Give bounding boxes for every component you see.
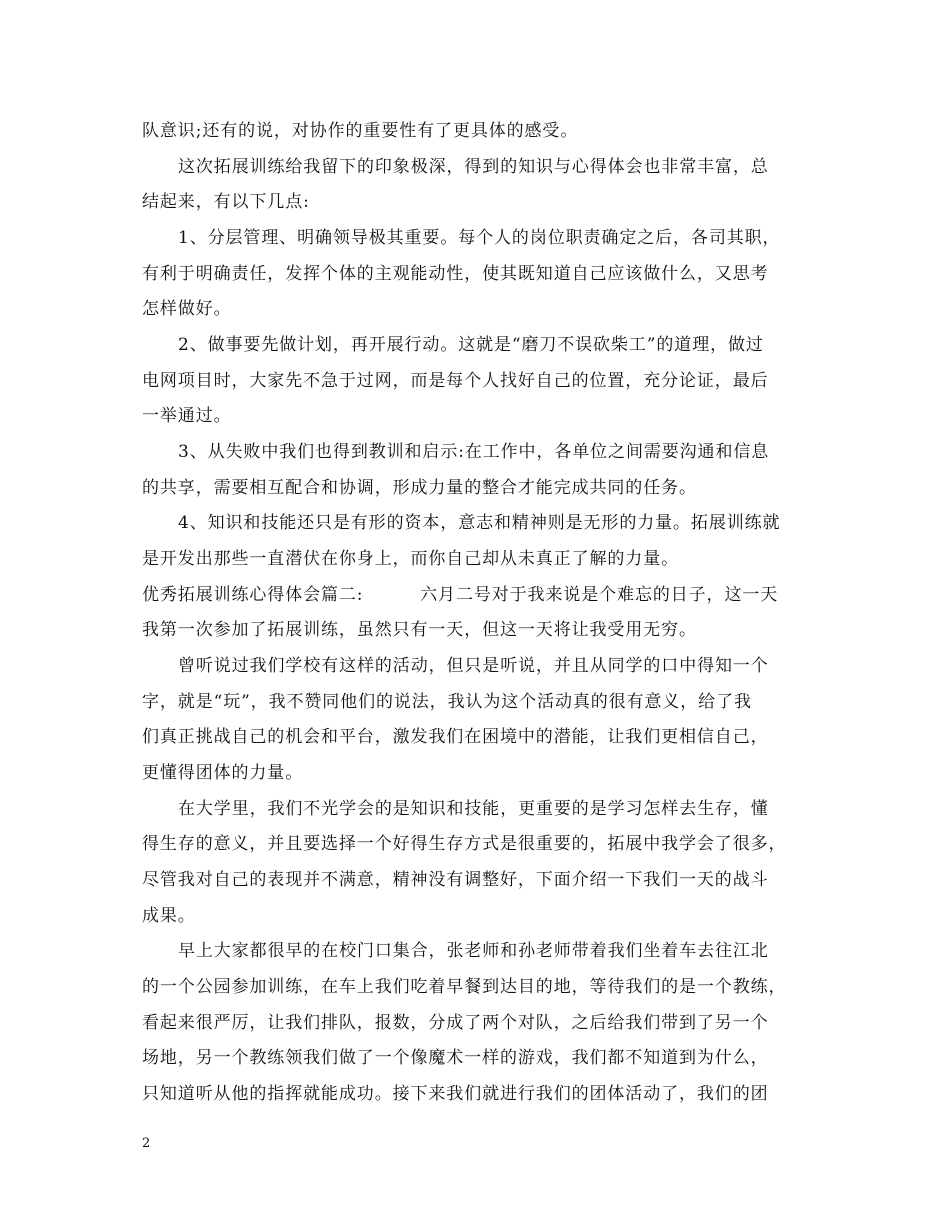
text-line: 字，就是“玩”，我不赞同他们的说法，我认为这个活动真的很有意义，给了我 <box>142 692 752 712</box>
text-line: 一举通过。 <box>142 406 232 426</box>
text-line: 我第一次参加了拓展训练，虽然只有一天，但这一天将让我受用无穷。 <box>142 620 697 640</box>
text-line: 在大学里，我们不光学会的是知识和技能，更重要的是学习怎样去生存，懂 <box>178 799 769 819</box>
text-line: 1、分层管理、明确领导极其重要。每个人的岗位职责确定之后，各司其职， <box>178 228 781 248</box>
page-number: 2 <box>142 1136 151 1151</box>
text-line: 怎样做好。 <box>142 299 232 319</box>
text-line: 3、从失败中我们也得到教训和启示:在工作中，各单位之间需要沟通和信息 <box>178 442 770 462</box>
text-line: 尽管我对自己的表现并不满意，精神没有调整好，下面介绍一下我们一天的战斗 <box>142 870 769 890</box>
section-heading-line: 优秀拓展训练心得体会篇二: 六月二号对于我来说是个难忘的日子，这一天 <box>142 585 779 605</box>
text-line: 结起来，有以下几点: <box>142 192 310 212</box>
text-line: 更懂得团体的力量。 <box>142 763 304 783</box>
text-line: 们真正挑战自己的机会和平台，激发我们在困境中的潜能，让我们更相信自己， <box>142 727 769 747</box>
text-line: 的共享，需要相互配合和协调，形成力量的整合才能完成共同的任务。 <box>142 478 697 498</box>
text-line: 队意识;还有的说，对协作的重要性有了更具体的感受。 <box>142 121 579 141</box>
text-line: 场地，另一个教练领我们做了一个像魔术一样的游戏，我们都不知道到为什么， <box>142 1048 769 1068</box>
text-line: 得生存的意义，并且要选择一个好得生存方式是很重要的，拓展中我学会了很多， <box>142 834 787 854</box>
text-line: 2、做事要先做计划，再开展行动。这就是“磨刀不误砍柴工”的道理，做过 <box>178 335 764 355</box>
text-line: 是开发出那些一直潜伏在你身上，而你自己却从未真正了解的力量。 <box>142 549 679 569</box>
text-line: 看起来很严厉，让我们排队，报数，分成了两个对队，之后给我们带到了另一个 <box>142 1013 769 1033</box>
text-line: 电网项目时，大家先不急于过网，而是每个人找好自己的位置，充分论证，最后 <box>142 371 769 391</box>
text-line: 这次拓展训练给我留下的印象极深，得到的知识与心得体会也非常丰富，总 <box>178 157 769 177</box>
text-line: 成果。 <box>142 906 196 926</box>
text-line: 有利于明确责任，发挥个体的主观能动性，使其既知道自己应该做什么，又思考 <box>142 264 769 284</box>
text-line: 4、知识和技能还只是有形的资本，意志和精神则是无形的力量。拓展训练就 <box>178 513 781 533</box>
text-line: 的一个公园参加训练，在车上我们吃着早餐到达目的地，等待我们的是一个教练， <box>142 977 787 997</box>
text-line: 只知道听从他的指挥就能成功。接下来我们就进行我们的团体活动了，我们的团 <box>142 1084 769 1104</box>
text-line: 早上大家都很早的在校门口集合，张老师和孙老师带着我们坐着车去往江北 <box>178 941 769 961</box>
text-line: 曾听说过我们学校有这样的活动，但只是听说，并且从同学的口中得知一个 <box>178 656 769 676</box>
